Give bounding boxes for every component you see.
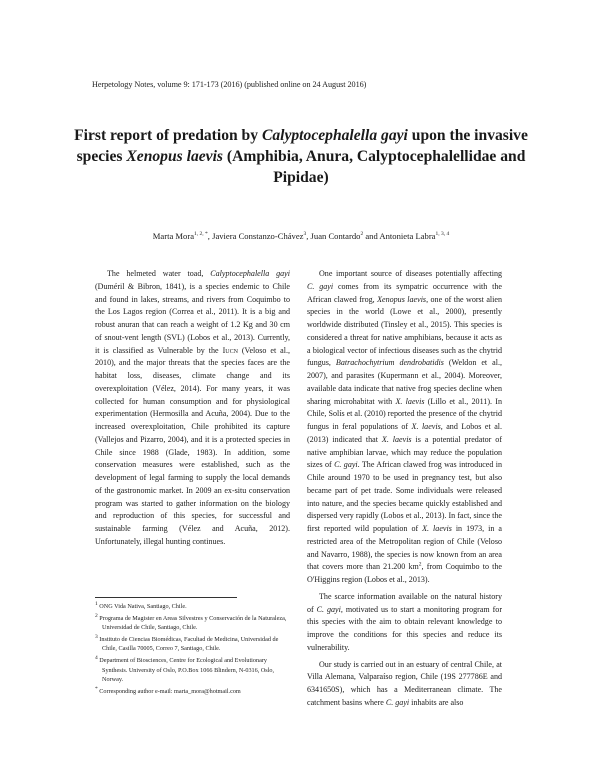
left-column [95, 268, 290, 549]
author-affiliation-mark: 2 [360, 231, 364, 238]
journal-header: Herpetology Notes, volume 9: 171-173 (2016) (published online on 24 August 2016) [92, 80, 367, 89]
body-paragraph: The scarce information available on the natural history of C. gayi, motivated us to start a monitoring program for this species with the aim to obtain relevant knowledge to improve the conditions for this species and reduce its vulnerability. [307, 591, 503, 652]
author-list [70, 230, 532, 242]
footnote: $^4$ Department of Biosciences, Centre for Ecological and Evolutionary Synthesis. University of Oslo, P.O.Box 1066 Blindern, N-0316, Oslo, Norway. [95, 655, 275, 683]
author-affiliation-mark: 1, 3, 4 [435, 231, 450, 238]
author-affiliation-mark: 1, 2, * [194, 231, 208, 238]
title-part-1: First report of predation by [74, 127, 262, 144]
footnote: * Corresponding author e-mail: marta_mora@hotmail.com [95, 685, 241, 695]
author-affiliation-mark: 3 [303, 231, 307, 238]
body-paragraph: The helmeted water toad, Calyptocephalella gayi (Duméril & Bibron, 1841), is a species endemic to Chile and found in lakes, streams, and rivers from Coquimbo to the Los Lagos region (Correa et al., 2011). It is a big and robust anuran that can reach a weight of 1.2 Kg and 30 cm of snout-vent length (SVL) (Lobos et al., 2013). Currently, it is classified as Vulnerable by the Iucn (Veloso et al., 2010), and the major threats that the species faces are the habitat loss, diseases, climate change and its overexploitation (Vélez, 2014). For many years, it was collected for human consumption and for physiological experimentation (Hermosilla and Acuña, 2004). Due to the increased overexploitation, Chile prohibited its capture (Vallejos and Pizarro, 2004), and it is a protected species in Chile since 1988 (Glade, 1983). In addition, some conservation measures were established, such as the development of legal farming to supply the local demands of the gastronomic market. In 2009 an ex-situ conservation program was started to gather information on the biology and reproduction of this species, for successful and sustainable farming (Vélez and Acuña, 2012). Unfortunately, illegal hunting continues. [95, 269, 290, 546]
body-paragraph: Our study is carried out in an estuary of central Chile, at Villa Alemana, Valparaíso region, Chile (19S 277786E and 6341650S), which has a Mediterranean climate. The catchment basins where C. gayi inhabits are also [307, 659, 502, 707]
author-name: , Javiera Constanzo-Chávez [207, 231, 304, 241]
footnote: $^2$ Programa de Magister en Areas Silvestres y Conservación de la Naturaleza, Universidad de Chile, Santiago, Chile. [95, 613, 287, 632]
paper-title [70, 125, 532, 188]
footnote-divider [95, 597, 237, 598]
footnotes [95, 602, 290, 696]
title-species-2: Xenopus laevis [126, 148, 223, 165]
author-name: , Juan Contardo [306, 231, 361, 241]
footnote: $^3$ Instituto de Ciencias Biomédicas, Facultad de Medicina, Universidad de Chile, Casilla 70005, Correo 7, Santiago, Chile. [95, 634, 279, 653]
title-part-3: (Amphibia, Anura, Calyptocephalellidae and Pipidae) [223, 148, 526, 186]
title-part-2: upon the invasive species [76, 127, 528, 165]
title-species-1: Calyptocephalella gayi [261, 127, 408, 144]
author-name: Marta Mora [152, 231, 195, 241]
footnote: $^1$ ONG Vida Nativa, Santiago, Chile. [95, 600, 187, 610]
body-paragraph: One important source of diseases potentially affecting C. gayi comes from its sympatric occurrence with the African clawed frog, Xenopus laevis, one of the worst alien species in the world (Lowe et al., 2000), presently worldwide distributed (Tinsley et al., 2015). This species is considered a threat for native amphibians, because it acts as a biological vector of infectious diseases such as the chytrid fungus, Batrachochytrium dendrobatidis (Weldon et al., 2007), and parasites (Kupermann et al., 2004). Moreover, available data indicate that native frog species decline when sharing microhabitat with X. laevis (Lillo et al., 2011). In Chile, Solís et al. (2010) reported the presence of the chytrid fungus in feral populations of X. laevis, and Lobos et al. (2013) indicated that X. laevis is a potential predator of native amphibian larvae, which may reduce the population sizes of C. gayi. The African clawed frog was introduced in Chile around 1970 to be used in pregnancy test, but also became part of pet trade. Some individuals were released into nature, and the species became quickly established and dispersed very rapidly (Lobos et al., 2013). In fact, since the first reported wild population of X. laevis in 1973, in a restricted area of the Metropolitan region of Chile (Veloso and Navarro, 1988), the species is now known from an area that covers more than 21.200 $km^2$, from Coquimbo to the O'Higgins region (Lobos et al., 2013). [307, 269, 503, 584]
right-column [307, 268, 502, 710]
author-name: and Antonieta Labra [363, 231, 436, 241]
